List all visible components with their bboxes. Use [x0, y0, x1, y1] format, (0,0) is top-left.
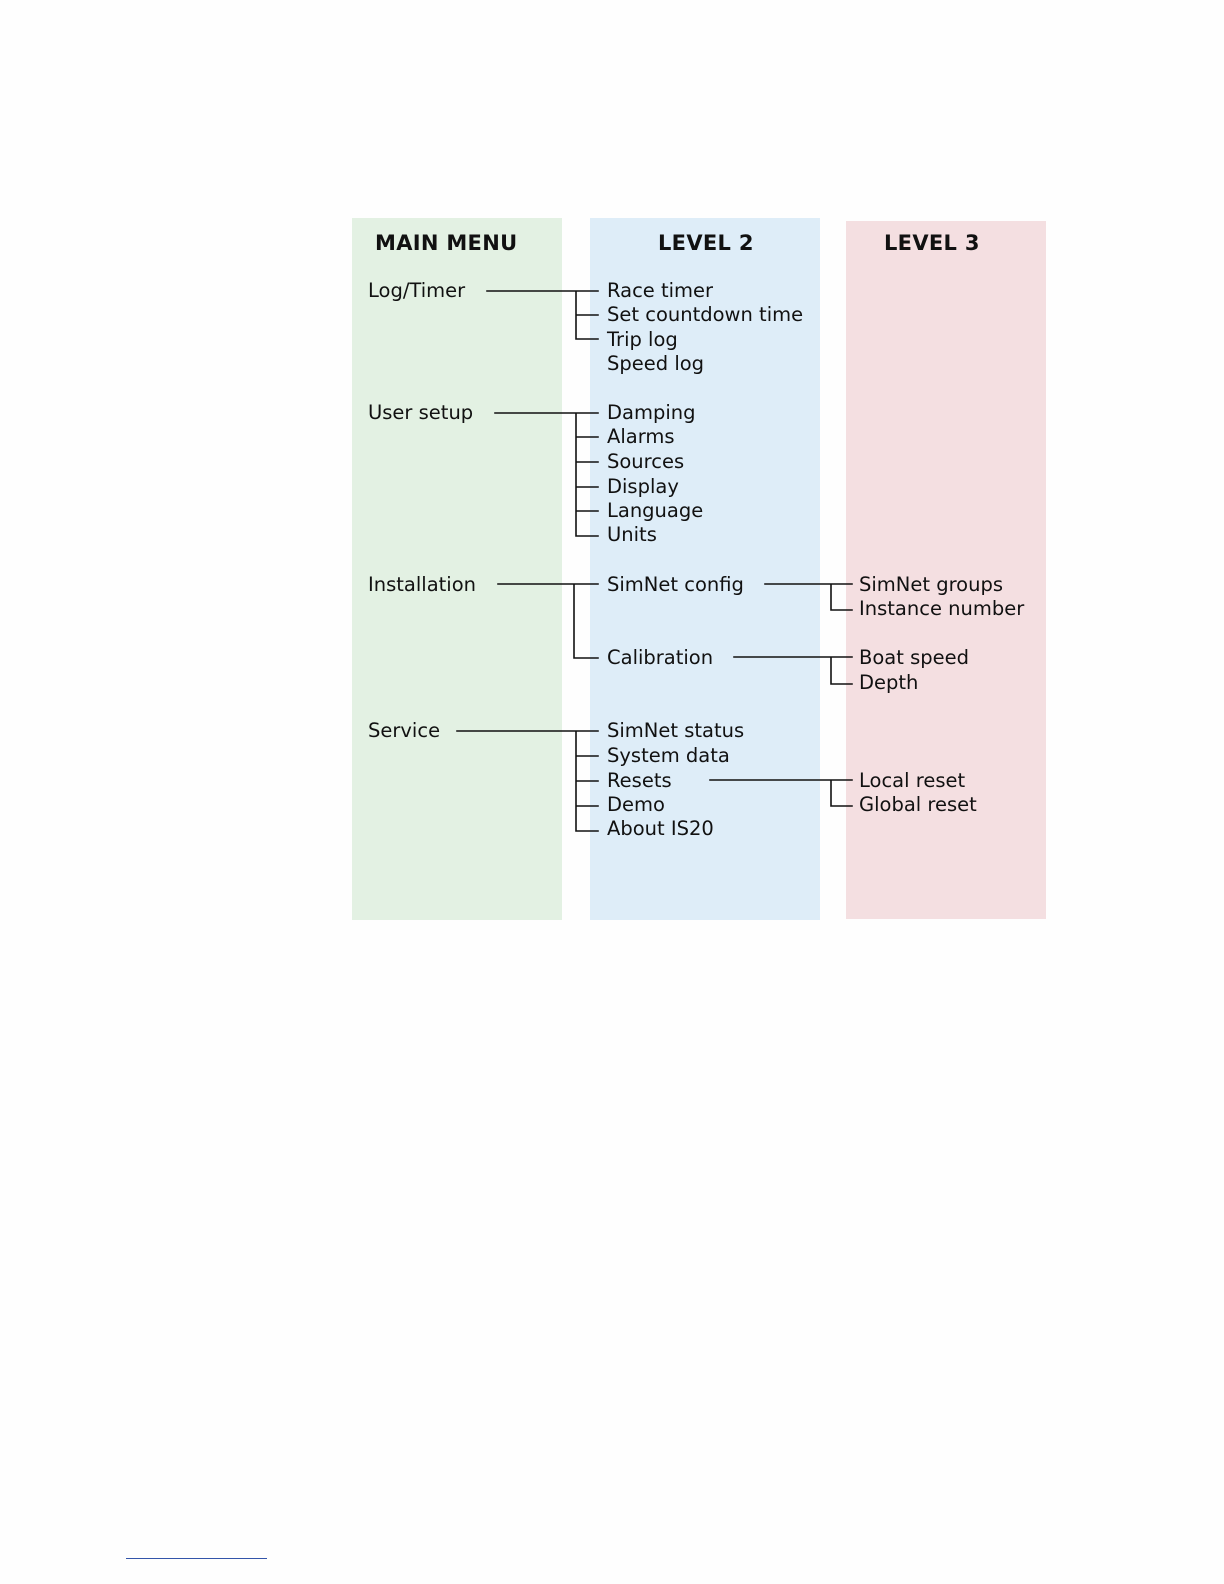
level3-item-depth: Depth — [859, 671, 919, 694]
main-menu-item-service: Service — [368, 719, 441, 742]
level2-item-language: Language — [607, 499, 704, 522]
level2-item-speed-log: Speed log — [607, 352, 705, 375]
level2-item-simnet-config: SimNet config — [607, 573, 744, 596]
level2-item-about-is20: About IS20 — [607, 817, 714, 840]
level2-item-sources: Sources — [607, 450, 685, 473]
level2-item-resets: Resets — [607, 769, 672, 792]
level2-item-simnet-status: SimNet status — [607, 719, 745, 742]
level2-item-trip-log: Trip log — [607, 328, 678, 351]
level2-item-calibration: Calibration — [607, 646, 714, 669]
main-menu-header: MAIN MENU — [375, 231, 518, 255]
main-menu-item-installation: Installation — [368, 573, 477, 596]
footnote-divider — [126, 1558, 267, 1559]
main-menu-item-user-setup: User setup — [368, 401, 474, 424]
level2-item-alarms: Alarms — [607, 425, 675, 448]
level2-item-display: Display — [607, 475, 679, 498]
level-2-header: LEVEL 2 — [658, 231, 754, 255]
level2-item-race-timer: Race timer — [607, 279, 714, 302]
level3-item-global-reset: Global reset — [859, 793, 977, 816]
level2-item-damping: Damping — [607, 401, 696, 424]
main-menu-item-log-timer: Log/Timer — [368, 279, 466, 302]
level2-item-units: Units — [607, 523, 657, 546]
level2-item-set-countdown-time: Set countdown time — [607, 303, 804, 326]
level2-item-demo: Demo — [607, 793, 665, 816]
level3-item-instance-number: Instance number — [859, 597, 1025, 620]
level2-item-system-data: System data — [607, 744, 730, 767]
level-3-header: LEVEL 3 — [884, 231, 980, 255]
main-menu-column — [352, 218, 562, 920]
level3-item-boat-speed: Boat speed — [859, 646, 970, 669]
level3-item-simnet-groups: SimNet groups — [859, 573, 1004, 596]
level3-item-local-reset: Local reset — [859, 769, 966, 792]
